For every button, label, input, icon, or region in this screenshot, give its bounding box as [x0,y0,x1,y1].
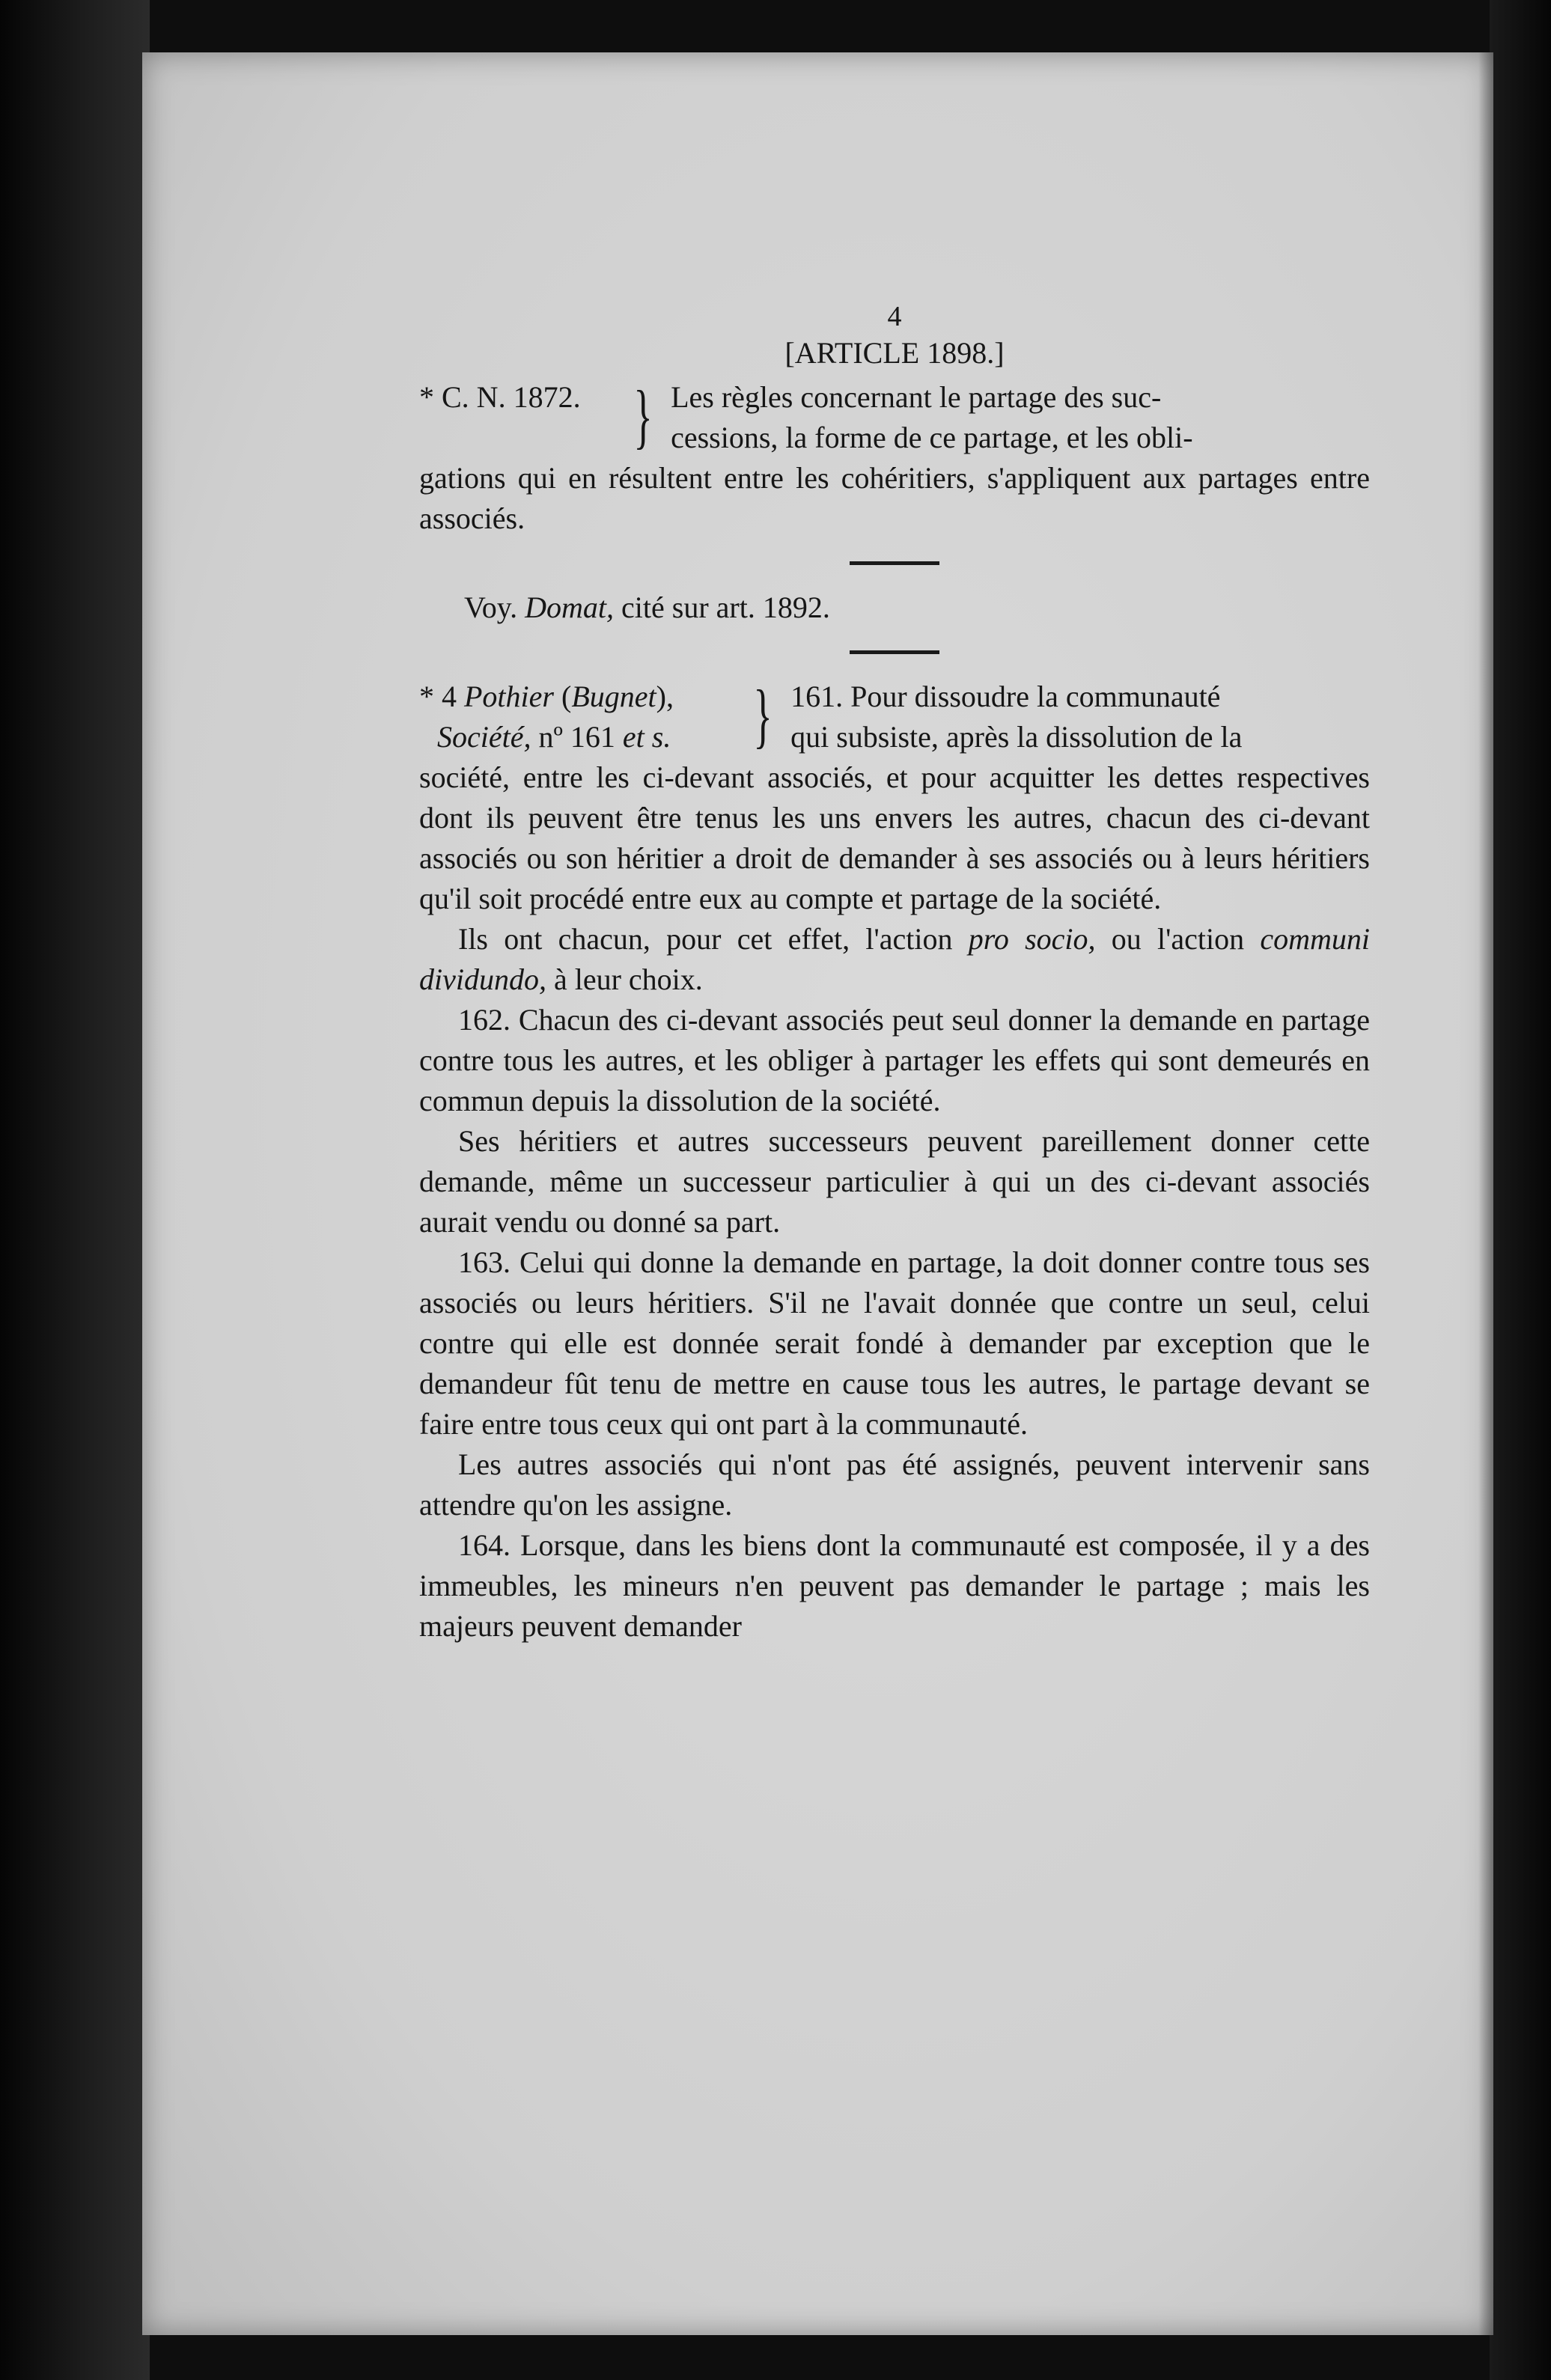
page-shadow-edge [1478,52,1493,2335]
voy-rest: cité sur art. 1892. [621,591,830,624]
citation-author: Pothier [464,680,554,713]
p161b-text-b: ou l'action [1111,922,1245,956]
scanner-left-edge [0,0,150,2380]
citation-work: Société, [437,720,531,754]
pothier-citation-line-1 [419,677,741,717]
citation-number: nº 161 [538,720,615,754]
citation-star-volume: * 4 [419,680,457,713]
code-reference-text [671,377,1370,458]
section-rule [850,650,939,654]
brace-glyph: } [633,376,653,456]
voy-reference [419,588,1370,628]
paragraph-163: 163. Celui qui donne la demande en partage, la doit donner contre tous ses associés ou leurs héritiers. S'il ne l'avait donnée que contre un seul, celui contre qui elle est donnée serait fondé à demander par exception que le demandeur fût tenu de mettre en cause tous les autres, le partage devant se faire entre tous ceux qui ont part à la communauté. [419,1245,1370,1441]
p161b-italic-pro-socio: pro socio, [968,922,1096,956]
paragraph-162-b: Ses héritiers et autres successeurs peuvent pareillement donner cette demande, même un successeur particulier à qui un des ci-devant associés aurait vendu ou donné sa part. [419,1124,1370,1239]
p161b-text-c: à leur choix. [553,962,703,996]
p161b-text-a: Ils ont chacun, pour cet effet, l'action [458,922,953,956]
code-text-line-1: Les règles concernant le partage des suc- [671,380,1162,414]
citation-editor: (Bugnet), [561,680,674,713]
citation-et-seq: et s. [622,720,671,754]
pothier-citation-line-2 [419,717,741,757]
pothier-citation [419,677,741,757]
paragraph-163-b: Les autres associés qui n'ont pas été assignés, peuvent intervenir sans attendre qu'on les assigne. [419,1447,1370,1522]
voy-author: Domat, [525,591,615,624]
pothier-reference-text [790,677,1370,757]
voy-prefix: Voy. [464,591,518,624]
paragraph-164: 164. Lorsque, dans les biens dont la communauté est composée, il y a des immeubles, les mineurs n'en peuvent pas demander le partage ; mais les majeurs peuvent demander [419,1528,1370,1643]
brace-glyph: } [753,675,773,755]
code-text-continuation: gations qui en résultent entre les cohéritiers, s'appliquent aux partages entre associés. [419,461,1370,535]
code-citation: * C. N. 1872. [419,380,581,414]
code-text-line-2: cessions, la forme de ce partage, et les obli- [671,421,1193,454]
section-rule [850,561,939,565]
pothier-reference-block [419,677,1370,757]
p161b-italic-communi: communi dividundo, [419,922,1371,996]
pothier-text-line-1: 161. Pour dissoudre la communauté [790,680,1221,713]
page-number: 4 [887,301,902,332]
paragraph-161-b [419,919,1370,1000]
code-reference-block [419,377,1370,458]
pothier-text-line-2: qui subsiste, après la dissolution de la [790,720,1243,754]
paragraph-162: 162. Chacun des ci-devant associés peut seul donner la demande en partage contre tous les autres, et les obliger à partager les effets qui sont demeurés en commun depuis la dissolution de la société. [419,1003,1370,1117]
scanner-right-edge [1490,0,1551,2380]
page-text [419,299,1370,1647]
paragraph-161: société, entre les ci-devant associés, et pour acquitter les dettes respectives dont ils peuvent être tenus les uns envers les autres, chacun des ci-devant associés ou son héritier a droit de demander à ses associés ou à leurs héritiers qu'il soit procédé entre eux au compte et partage de la société. [419,760,1370,915]
article-heading: [ARTICLE 1898.] [784,336,1005,370]
